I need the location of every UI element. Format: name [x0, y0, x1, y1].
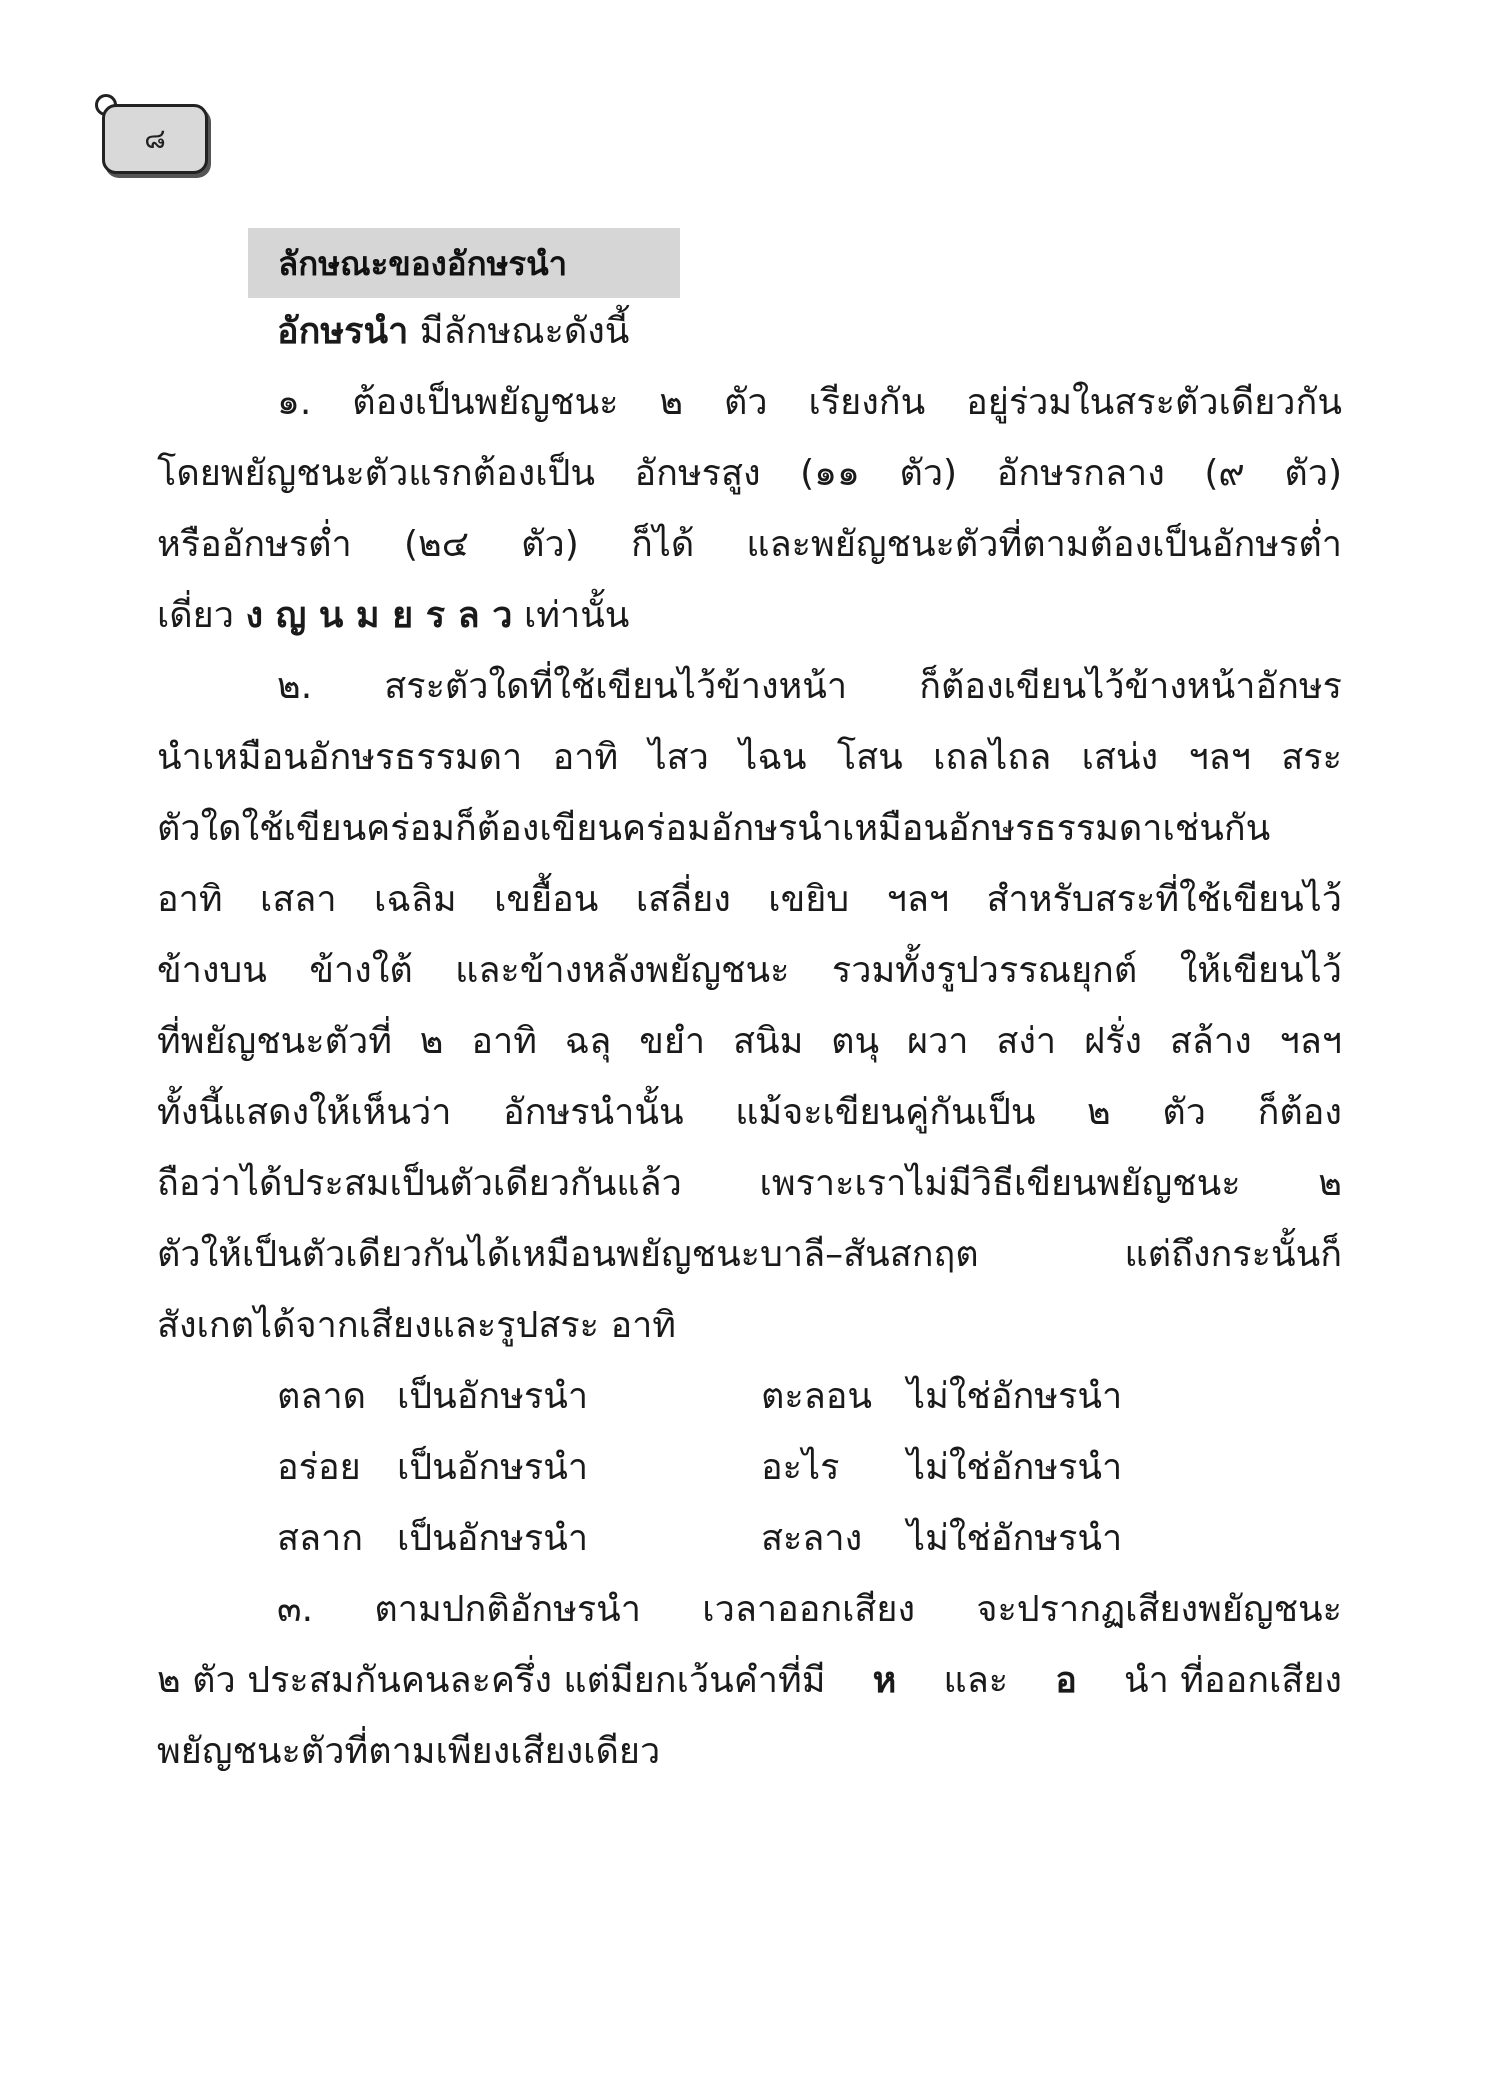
p2-line — [157, 651, 1342, 722]
word: ตัว — [723, 382, 768, 423]
word: ฯลฯ — [1188, 737, 1251, 778]
word: โดยพยัญชนะตัวแรกต้องเป็น — [157, 453, 595, 494]
word: เขยิบ — [768, 879, 850, 920]
word: เขยื้อน — [494, 879, 599, 920]
example-not: ไม่ใช่อักษรนำ — [907, 1518, 1123, 1559]
word: ถือว่าได้ประสมเป็นตัวเดียวกันแล้ว — [157, 1163, 682, 1204]
p2-line — [157, 793, 1342, 864]
word: เถลไถล — [933, 737, 1052, 778]
word: อักษรนำนั้น — [503, 1092, 684, 1133]
p3-line: พยัญชนะตัวที่ตามเพียงเสียงเดียว — [157, 1731, 661, 1772]
word: และข้างหลังพยัญชนะ — [455, 950, 790, 991]
word: สระตัวใดที่ใช้เขียนไว้ข้างหน้า — [384, 666, 848, 707]
word: (๙ — [1204, 453, 1245, 494]
word: (๒๔ — [403, 524, 469, 565]
word: ฯลฯ — [1279, 1021, 1342, 1062]
paragraph-2 — [157, 651, 1342, 1361]
section-heading — [248, 228, 680, 298]
page-number-box — [102, 104, 208, 174]
word: ทั้งนี้แสดงให้เห็นว่า — [157, 1092, 452, 1133]
word: เรียงกัน — [808, 382, 926, 423]
word: ๓. — [277, 1589, 314, 1630]
word: เสน่ง — [1081, 737, 1159, 778]
page-number: ๘ — [144, 122, 166, 155]
word: ก็ได้ — [630, 524, 695, 565]
p2-line — [157, 722, 1342, 793]
p2-line: สังเกตได้จากเสียงและรูปสระ อาทิ — [157, 1305, 677, 1346]
p1-last-pre: เดี่ยว — [157, 595, 234, 636]
word: สล้าง — [1169, 1021, 1252, 1062]
word: อยู่ร่วมในสระตัวเดียวกัน — [966, 382, 1342, 423]
intro-text: มีลักษณะดังนี้ — [419, 311, 630, 352]
word: ผวา — [906, 1021, 969, 1062]
word: ตัว) — [899, 453, 958, 494]
word: ๒. — [277, 666, 313, 707]
p3-line2-d: นำ ที่ออกเสียง — [1124, 1660, 1342, 1701]
word: ไสว — [648, 737, 709, 778]
word: ตัวให้เป็นตัวเดียวกันได้เหมือนพยัญชนะบาลี–สันสกฤต — [157, 1234, 979, 1275]
intro-paragraph — [157, 296, 1342, 367]
word: รวมทั้งรูปวรรณยุกต์ — [831, 950, 1138, 991]
word: สำหรับสระที่ใช้เขียนไว้ — [986, 879, 1342, 920]
word: เสลา — [260, 879, 337, 920]
p2-line — [157, 1219, 1342, 1290]
p3-line2-and: และ — [943, 1660, 1009, 1701]
word: ตัวใดใช้เขียนคร่อมก็ต้องเขียนคร่อมอักษรนำเหมือนอักษรธรรมดาเช่นกัน — [157, 808, 1271, 849]
word: อาทิ — [552, 737, 619, 778]
section-heading-text: ลักษณะของอักษรนำ — [278, 243, 568, 283]
word: สง่า — [996, 1021, 1057, 1062]
word: ต้องเป็นพยัญชนะ — [352, 382, 619, 423]
word: จะปรากฏเสียงพยัญชนะ — [976, 1589, 1342, 1630]
word: ก็ต้องเขียนไว้ข้างหน้าอักษร — [919, 666, 1342, 707]
p1-line — [157, 509, 1342, 580]
example-counter: สะลาง — [761, 1518, 863, 1559]
example-is: เป็นอักษรนำ — [397, 1447, 589, 1488]
word: สนิม — [732, 1021, 804, 1062]
p3-line2-a: ๒ ตัว ประสมกันคนละครึ่ง แต่มียกเว้นคำที่มี — [157, 1660, 826, 1701]
p3-letter-o: อ — [1055, 1660, 1077, 1701]
p1-line — [157, 367, 1342, 438]
word: นำเหมือนอักษรธรรมดา — [157, 737, 523, 778]
p1-last-post: เท่านั้น — [523, 595, 630, 636]
word: และพยัญชนะตัวที่ตามต้องเป็นอักษรต่ำ — [746, 524, 1342, 565]
word: ไฉน — [739, 737, 807, 778]
word: ขยำ — [639, 1021, 706, 1062]
word: ตัว) — [1284, 453, 1342, 494]
p2-line — [157, 1148, 1342, 1219]
word: ๒ — [1318, 1163, 1342, 1204]
example-is: เป็นอักษรนำ — [397, 1518, 589, 1559]
word: หรืออักษรต่ำ — [157, 524, 352, 565]
word: ข้างใต้ — [309, 950, 413, 991]
word: แต่ถึงกระนั้นก็ — [1124, 1234, 1342, 1275]
word: ตัว) — [521, 524, 579, 565]
word: เวลาออกเสียง — [702, 1589, 916, 1630]
word: ฯลฯ — [886, 879, 950, 920]
word: ๒ — [419, 1021, 444, 1062]
example-word: อร่อย — [277, 1447, 361, 1488]
word: อักษรกลาง — [996, 453, 1165, 494]
word: ที่พยัญชนะตัวที่ — [157, 1021, 392, 1062]
paragraph-3 — [157, 1574, 1342, 1787]
word: (๑๑ — [800, 453, 860, 494]
p1-line — [157, 438, 1342, 509]
example-is: เป็นอักษรนำ — [397, 1376, 589, 1417]
example-counter: ตะลอน — [761, 1376, 873, 1417]
word: อักษรสูง — [634, 453, 761, 494]
intro-line — [157, 296, 1342, 367]
word: ๒ — [659, 382, 684, 423]
p2-line — [157, 864, 1342, 935]
word: ตามปกติอักษรนำ — [374, 1589, 642, 1630]
example-word: ตลาด — [277, 1376, 367, 1417]
word: อาทิ — [471, 1021, 537, 1062]
word: อาทิ — [157, 879, 223, 920]
example-word: สลาก — [277, 1518, 364, 1559]
word: ๒ — [1087, 1092, 1111, 1133]
word: ๑. — [277, 382, 312, 423]
example-counter: อะไร — [761, 1447, 840, 1488]
word: โสน — [836, 737, 903, 778]
word: ข้างบน — [157, 950, 267, 991]
example-not: ไม่ใช่อักษรนำ — [907, 1447, 1123, 1488]
word: เพราะเราไม่มีวิธีเขียนพยัญชนะ — [759, 1163, 1241, 1204]
word: ให้เขียนไว้ — [1179, 950, 1342, 991]
example-not: ไม่ใช่อักษรนำ — [907, 1376, 1123, 1417]
word: ฉลุ — [564, 1021, 612, 1062]
word: เสลี่ยง — [635, 879, 731, 920]
word: สระ — [1281, 737, 1342, 778]
paragraph-1 — [157, 367, 1342, 651]
p2-line — [157, 1006, 1342, 1077]
intro-term: อักษรนำ — [277, 311, 409, 352]
p3-letter-ho: ห — [872, 1660, 897, 1701]
p1-last-letters: ง ญ น ม ย ร ล ว — [245, 595, 513, 636]
word: ก็ต้อง — [1257, 1092, 1342, 1133]
p3-line-2 — [157, 1645, 1342, 1716]
p2-line — [157, 1077, 1342, 1148]
p1-last-line — [157, 580, 1342, 651]
p3-line — [157, 1574, 1342, 1645]
word: ตนุ — [831, 1021, 880, 1062]
word: ตัว — [1162, 1092, 1206, 1133]
word: แม้จะเขียนคู่กันเป็น — [735, 1092, 1036, 1133]
word: เฉลิม — [374, 879, 457, 920]
word: ฝรั่ง — [1083, 1021, 1142, 1062]
p2-line — [157, 935, 1342, 1006]
